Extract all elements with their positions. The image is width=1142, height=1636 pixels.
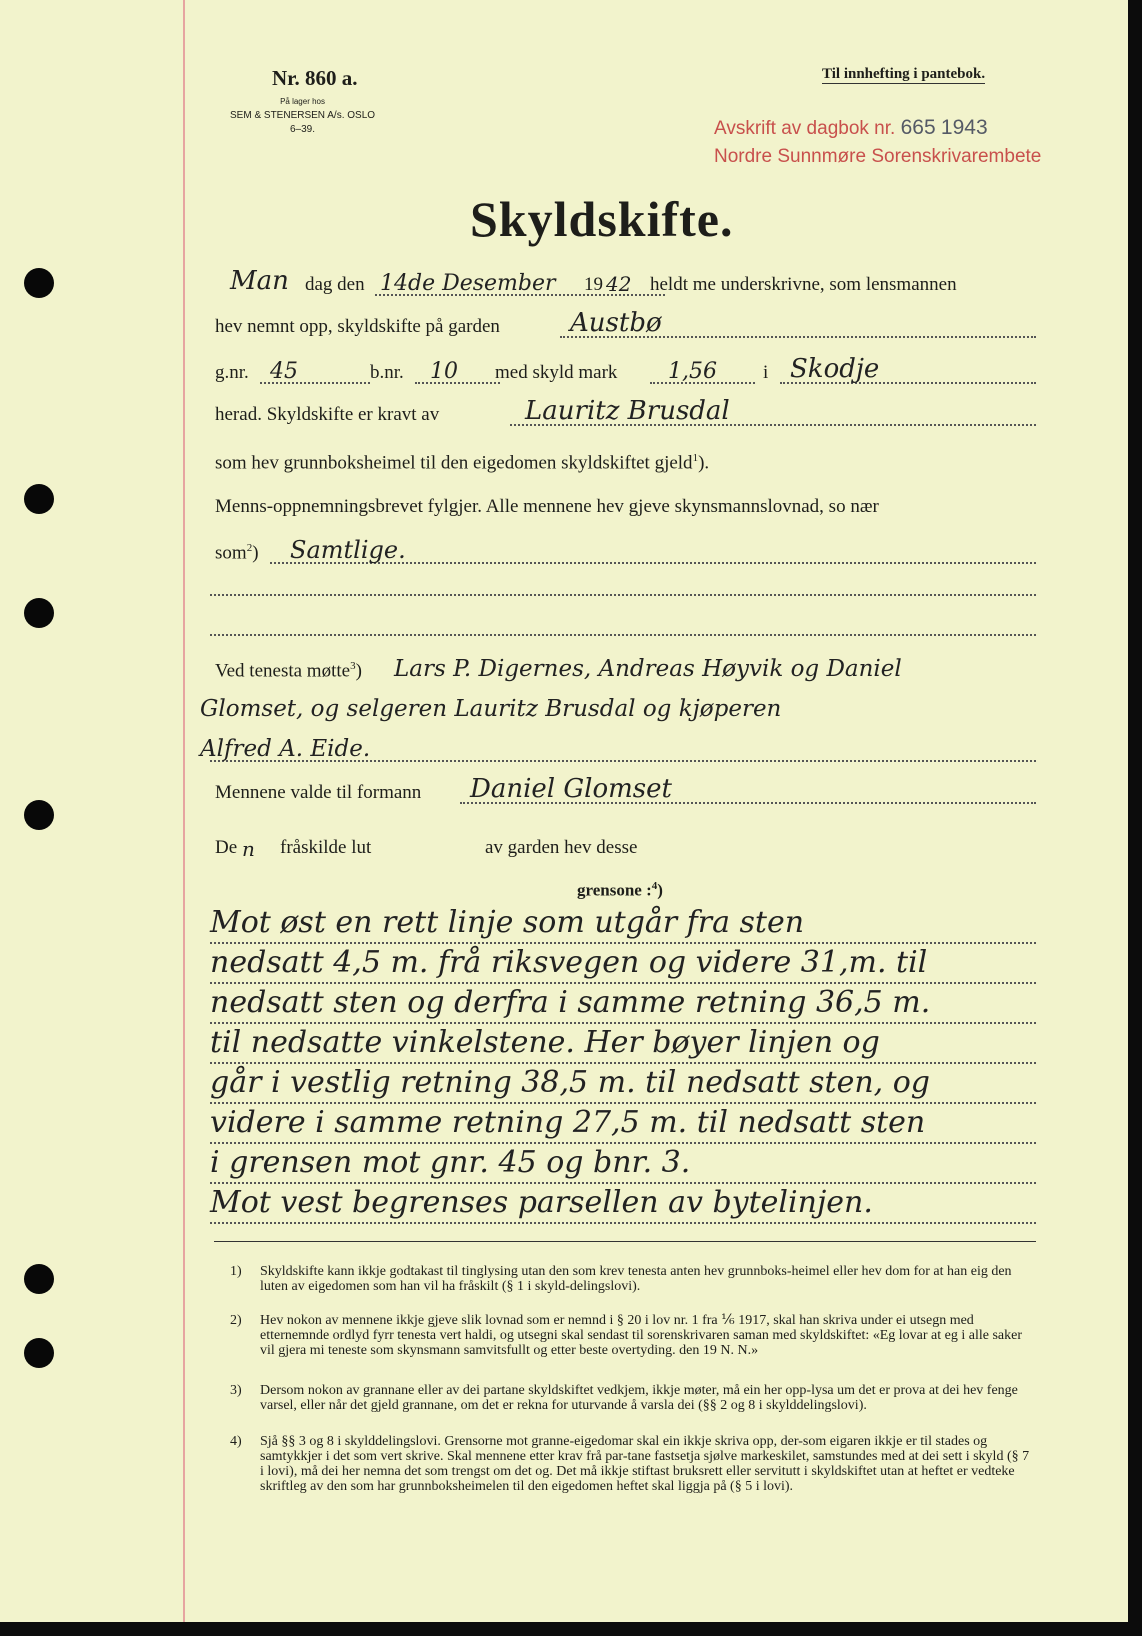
document-title: Skyldskifte.: [470, 191, 734, 247]
hjemmel-text: [215, 452, 709, 474]
grensone-end: ): [657, 880, 663, 900]
attendees-line-3: [200, 728, 1036, 768]
formann-label: Mennene valde til formann: [215, 782, 422, 803]
punch-hole: [24, 484, 54, 514]
footnote-ref-3: 3: [350, 659, 356, 672]
gnr-handwritten: 45: [270, 359, 298, 384]
tenesta-label-end: ): [355, 660, 362, 681]
fraskilde-label: fråskilde lut: [280, 837, 372, 858]
boundary-text: Mot øst en rett linje som utgår fra sten: [210, 905, 805, 940]
punch-hole: [24, 1264, 54, 1294]
line1-text: heldt me underskrivne, som lensmannen: [650, 274, 957, 295]
footnote-text: Skyldskifte kann ikkje godtakast til tinglysing utan den som krev tenesta anten hev grunnboks-heimel eller hev dom for at han eig den luten av eigedomen som han vil ha fråskilt (§ 1 i skyld-delingslovi).: [260, 1264, 1012, 1294]
property-line: [210, 350, 1036, 390]
boundary-text: i grensen mot gnr. 45 og bnr. 3.: [210, 1145, 691, 1180]
footnote-ref-1: 1: [692, 451, 699, 464]
formann-handwritten: Daniel Glomset: [470, 774, 672, 804]
footnote-text: Hev nokon av mennene ikkje gjeve slik lovnad som er nemnd i § 20 i lov nr. 1 fra ⅙ 1917, skal han skriva under ei utsegn med etternemnde ordlyd fyrr tenesta vert haldi, og utsegni skal sendast til sorenskrivaren saman med skyldskiftet: «Eg lovar at eg i alle saker vil gjera mi teneste som skynsmann samvitsfullt og etter beste overtyding. den 19 N. N.»: [260, 1313, 1023, 1358]
attendees-handwritten-2: Glomset, og selgeren Lauritz Brusdal og kjøperen: [200, 696, 782, 722]
farm-line: [210, 304, 1036, 344]
av-garden-label: av garden hev desse: [485, 837, 638, 858]
attendees-line: [210, 648, 1036, 688]
printer-imprint: [230, 95, 375, 137]
requester-handwritten: Lauritz Brusdal: [525, 396, 730, 426]
som-label-text: som: [215, 542, 247, 563]
footnote-text: Dersom nokon av grannane eller av dei partane skyldskiftet vedkjem, ikkje møter, må ein her opp-lysa um det er prova at dei hev fenge varsel, eller når det gjeld grannane, om det er rekna for uturvande å varsla dei (§§ 2 og 8 i skylddelingslovi).: [260, 1383, 1018, 1413]
boundary-text: Mot vest begrenses parsellen av bytelinjen.: [210, 1185, 873, 1220]
dag-den-label: dag den: [305, 274, 365, 295]
date-line: [210, 262, 1036, 302]
date-handwritten: 14de Desember: [380, 271, 556, 296]
boundary-line: [210, 942, 1036, 984]
binding-note: Til innhefting i pantebok.: [822, 66, 986, 82]
boundary-text: går i vestlig retning 38,5 m. til nedsatt sten, og: [210, 1065, 931, 1100]
municipality-handwritten: Skodje: [790, 354, 880, 384]
tenesta-label: [215, 660, 362, 682]
punch-hole: [24, 800, 54, 830]
margin-rule: [183, 0, 185, 1622]
stamp-prefix: Avskrift av dagbok nr.: [714, 118, 896, 139]
footnote-separator: [214, 1241, 1036, 1242]
printer-line-1: På lager hos: [280, 97, 325, 106]
blank-dotted-line: [210, 598, 1036, 636]
punch-hole: [24, 1338, 54, 1368]
stamp-entry-number: 665: [900, 116, 936, 139]
punch-hole: [24, 598, 54, 628]
farm-handwritten: Austbø: [570, 308, 662, 338]
punch-hole: [24, 268, 54, 298]
attendees-handwritten-1: Lars P. Digernes, Andreas Høyvik og Daniel: [394, 656, 902, 682]
boundary-line: [210, 1062, 1036, 1104]
registry-stamp: [714, 114, 1041, 171]
bnr-label: b.nr.: [370, 362, 404, 383]
stamp-office: Nordre Sunnmøre Sorenskrivarembete: [714, 146, 1042, 167]
grensone-label: grensone :: [577, 880, 652, 900]
boundary-line: [210, 1182, 1036, 1224]
boundary-text: til nedsatte vinkelstene. Her bøyer linjen og: [210, 1025, 880, 1060]
boundary-line: [210, 1142, 1036, 1184]
footnote: [230, 1313, 1036, 1358]
year-handwritten: 42: [606, 272, 632, 296]
attendees-line-2: [200, 688, 1036, 728]
tenesta-label-text: Ved tenesta møtte: [215, 660, 351, 681]
footnote-ref-2: 2: [246, 541, 253, 554]
footnote-ref-4: 4: [651, 880, 658, 892]
footnote: [230, 1434, 1036, 1494]
fraskilde-line: [210, 825, 1036, 865]
i-label: i: [763, 362, 769, 383]
year-prefix: 19: [584, 274, 603, 295]
herad-label: herad. Skyldskifte er kravt av: [215, 404, 440, 425]
boundary-text: videre i samme retning 27,5 m. til nedsatt sten: [210, 1105, 926, 1140]
som-handwritten: Samtlige.: [290, 536, 406, 564]
requester-line: [210, 392, 1036, 432]
blank-dotted-line: [210, 558, 1036, 596]
den-label: De: [215, 837, 238, 858]
menn-text: Menns-oppnemningsbrevet fylgjer. Alle mennene hev gjeve skynsmannslovnad, so nær: [215, 496, 879, 517]
hjemmel-text-end: ).: [698, 452, 710, 473]
printer-line-2: SEM & STENERSEN A/s. OSLO: [230, 110, 376, 121]
bnr-handwritten: 10: [430, 359, 458, 384]
boundary-text: nedsatt 4,5 m. frå riksvegen og videre 31,m. til: [210, 945, 928, 980]
form-number: Nr. 860 a.: [272, 66, 358, 90]
farm-label: hev nemnt opp, skyldskifte på garden: [215, 316, 500, 337]
den-handwritten: n: [242, 837, 255, 861]
boundary-line: [210, 982, 1036, 1024]
grensone-heading: [577, 880, 663, 901]
footnote-number: 2): [230, 1313, 242, 1328]
stamp-year: 1943: [940, 116, 988, 139]
boundary-line: [210, 1102, 1036, 1144]
footnote: [230, 1383, 1036, 1413]
skyld-label: med skyld mark: [495, 362, 618, 383]
attendees-handwritten-3: Alfred A. Eide.: [200, 736, 371, 762]
formann-line: [210, 770, 1036, 810]
footnote-number: 4): [230, 1434, 242, 1449]
weekday-handwritten: Man: [230, 266, 289, 296]
footnote-number: 1): [230, 1264, 242, 1279]
hjemmel-line: [210, 440, 1036, 480]
boundary-line: [210, 1022, 1036, 1064]
footnote-number: 3): [230, 1383, 242, 1398]
footnote: [230, 1264, 1036, 1294]
footnote-text: Sjå §§ 3 og 8 i skylddelingslovi. Grensorne mot granne-eigedomar skal ein ikkje skriva opp, der-som eigaren ikkje er til stades og samtykkjer i det som vert skrive. Skal mennene etter krav frå par-tane fastsetja sjølve markeskilet, samstundes med at dei sett i skyld (§ 7 i lovi), må dei her nemna det som trengst om det og. Det må ikkje stiftast bruksrett eller servitutt i skyldskiftet utan at heftet er vedteke skriftleg av den som har grunnboksheimelen til den eigedomen heftet skal liggja på (§ 5 i lovi).: [260, 1434, 1030, 1494]
skyld-handwritten: 1,56: [668, 359, 717, 384]
boundary-text: nedsatt sten og derfra i samme retning 36,5 m.: [210, 985, 931, 1020]
gnr-label: g.nr.: [215, 362, 249, 383]
boundary-line: [210, 902, 1036, 944]
som-label-end: ): [252, 542, 259, 563]
menn-line: [210, 484, 1036, 524]
printer-line-3: 6–39.: [290, 124, 316, 135]
hjemmel-text-main: som hev grunnboksheimel til den eigedomen skyldskiftet gjeld: [215, 452, 693, 473]
